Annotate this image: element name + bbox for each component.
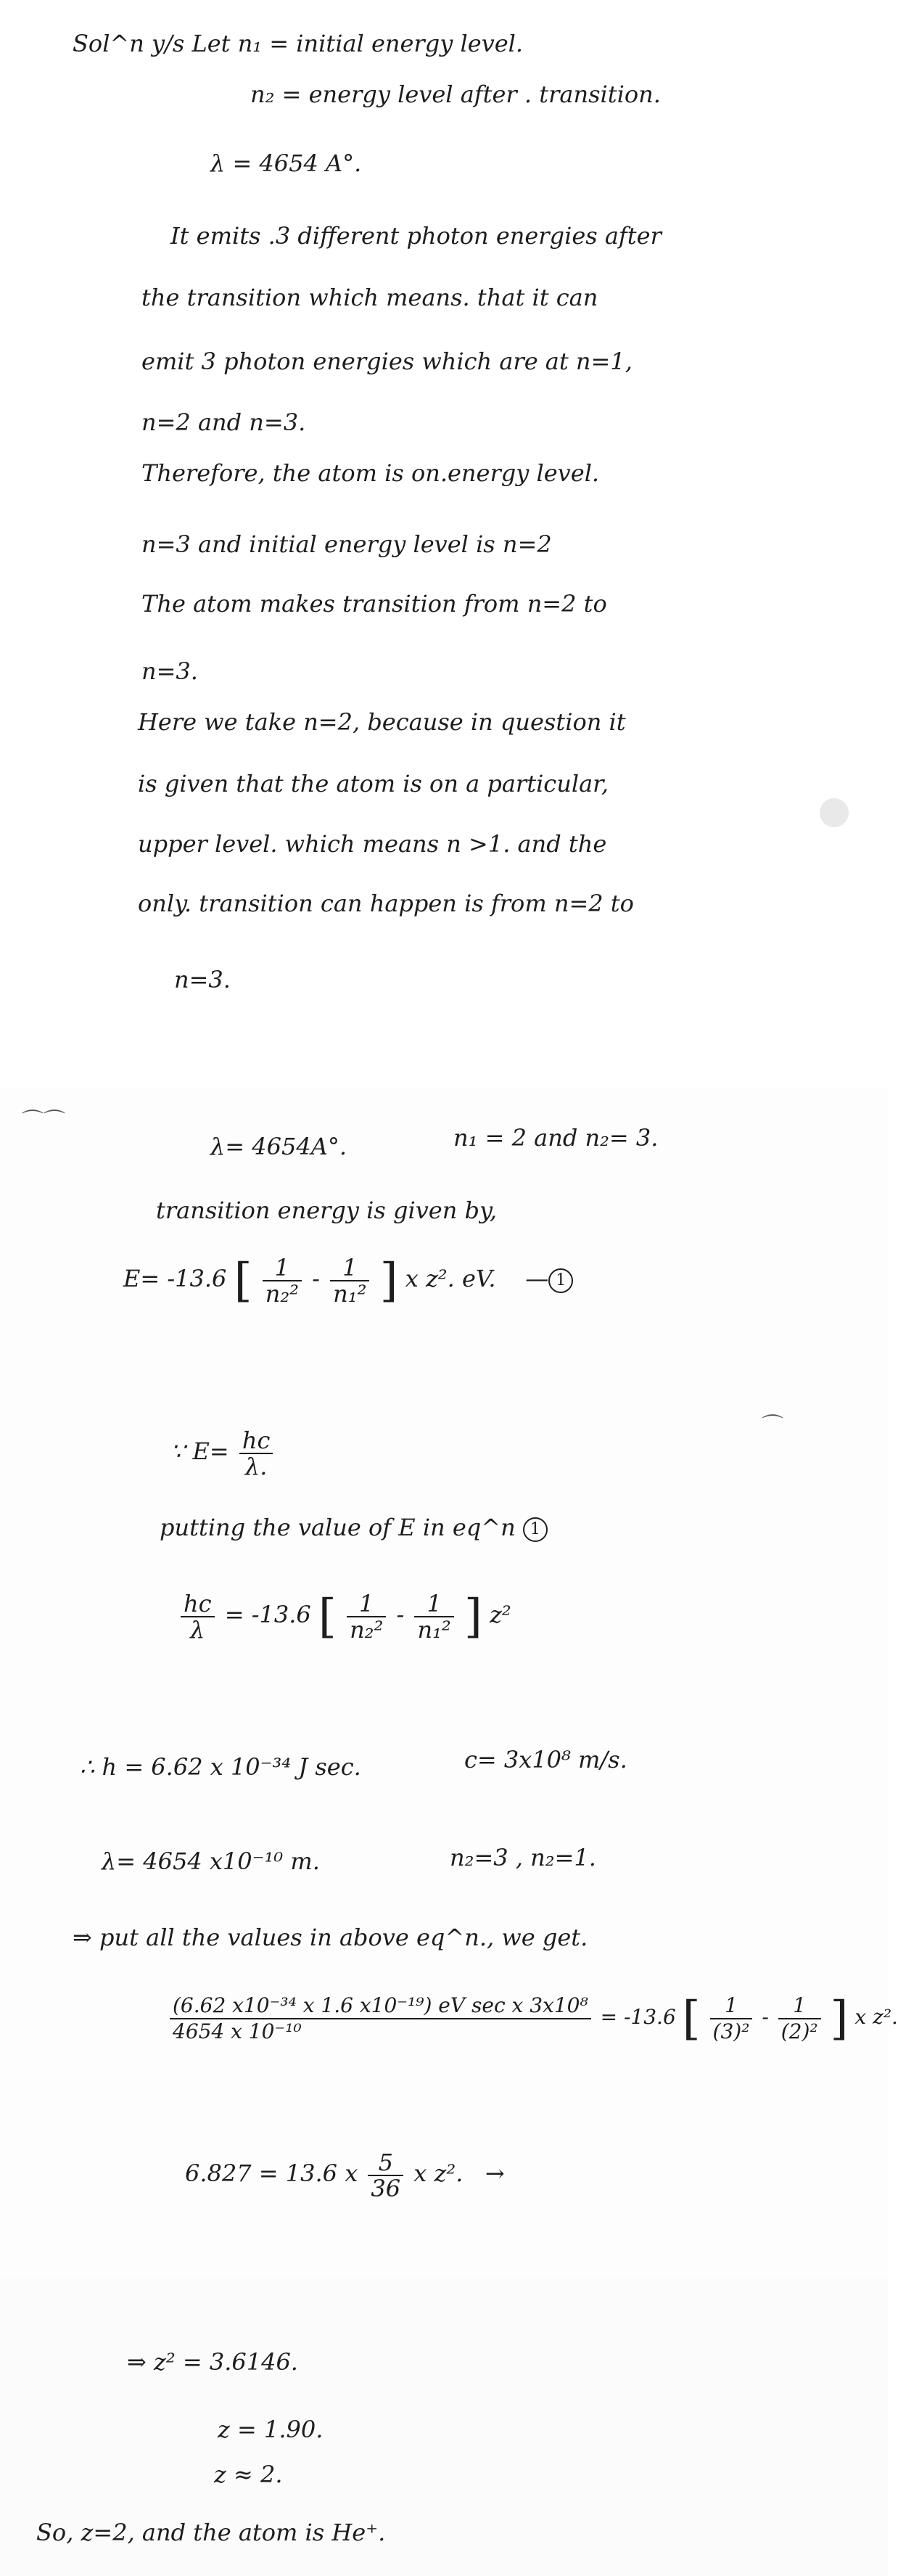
big-fraction: $\frac{\text{(6.62 x10⁻³⁴ x 1.6 x10⁻¹⁹) eV sec x 3x10⁸}}{\text{4654 x 10⁻¹⁰}}$ bbox=[170, 1993, 591, 2044]
z-squared: ⇒ z² = 3.6146. bbox=[127, 2348, 298, 2376]
line-given: is given that the atom is on a particular, bbox=[138, 770, 609, 797]
putting-tag: 1 bbox=[523, 1517, 548, 1542]
eq1-fraction-1: $\frac{1}{\text{n₂²}}$ bbox=[263, 1255, 302, 1306]
line-therefore: Therefore, the atom is on.energy level. bbox=[141, 459, 600, 487]
line-n3-end: n=3. bbox=[174, 966, 231, 993]
since-e-hc: ∵ E= $\frac{hc}{\lambda.}$ bbox=[170, 1422, 276, 1480]
line-atom-makes: The atom makes transition from n=2 to bbox=[141, 590, 607, 618]
eq2-hc-lambda: $\frac{hc}{\lambda}$ bbox=[181, 1591, 215, 1642]
sheet-calculation bbox=[0, 1088, 898, 2278]
z-approx: z ≈ 2. bbox=[214, 2461, 283, 2488]
line-emit-3: emit 3 photon energies which are at n=1, bbox=[141, 348, 633, 375]
line-only-transition: only. transition can happen is from n=2 to bbox=[138, 890, 634, 917]
eq1-dash: — bbox=[525, 1265, 549, 1292]
lambda-value: λ= 4654 x10⁻¹⁰ m. bbox=[102, 1847, 320, 1875]
line-emits: It emits .3 different photon energies after bbox=[170, 222, 662, 250]
putting-value-line: putting the value of E in eq^n 1 bbox=[160, 1513, 548, 1542]
eq1-right-bracket: ] bbox=[379, 1253, 398, 1308]
paper-smudge bbox=[820, 798, 849, 827]
margin-squiggle: ⌒ bbox=[762, 1414, 783, 1439]
given-lambda: λ= 4654A°. bbox=[210, 1133, 347, 1160]
transition-energy-label: transition energy is given by, bbox=[156, 1197, 497, 1224]
line-lambda: λ = 4654 A°. bbox=[210, 149, 362, 177]
right-arrow-icon: → bbox=[485, 2159, 505, 2187]
eq1-left-bracket: [ bbox=[234, 1253, 252, 1308]
n-values: n₂=3 , n₂=1. bbox=[450, 1844, 596, 1871]
line-upper-level: upper level. which means n >1. and the bbox=[138, 830, 607, 858]
z-value: z = 1.90. bbox=[218, 2416, 324, 2443]
final-answer: So, z=2, and the atom is He⁺. bbox=[36, 2519, 386, 2546]
eq1-rhs: x z². eV. bbox=[405, 1265, 496, 1292]
eq1-fraction-2: $\frac{1}{\text{n₁²}}$ bbox=[330, 1255, 369, 1306]
given-n-values: n₁ = 2 and n₂= 3. bbox=[453, 1124, 659, 1152]
cut-off-heading-mark: ⌒⌒ bbox=[22, 1109, 65, 1134]
c-value: c= 3x10⁸ m/s. bbox=[464, 1746, 627, 1773]
line-here-we-take: Here we take n=2, because in question it bbox=[138, 708, 626, 736]
line-n2-n3: n=2 and n=3. bbox=[141, 409, 306, 436]
line-n3: n=3. bbox=[141, 657, 198, 685]
equation-2: $\frac{hc}{\lambda}$ = -13.6 [ $\frac{1}{\text{n₂²}}$ - $\frac{1}{\text{n₁²}}$ ] z² bbox=[178, 1582, 511, 1647]
line-let-n1: Sol^n y/s Let n₁ = initial energy level. bbox=[73, 30, 524, 57]
eq1-lhs: E= -13.6 bbox=[123, 1265, 227, 1292]
line-initial-level: n=3 and initial energy level is n=2 bbox=[141, 530, 552, 558]
result-fraction: $\frac{5}{36}$ bbox=[368, 2150, 403, 2201]
result-line: 6.827 = 13.6 x $\frac{5}{36}$ x z². → bbox=[185, 2148, 505, 2202]
line-n2-def: n₂ = energy level after . transition. bbox=[250, 81, 661, 108]
sheet-conclusion bbox=[0, 2278, 888, 2576]
equation-1: E= -13.6 [ $\frac{1}{\text{n₂²}}$ - $\frac{1}{\text{n₁²}}$ ] x z². eV. — 1 bbox=[123, 1250, 573, 1308]
since-fraction: $\frac{hc}{\lambda.}$ bbox=[239, 1428, 273, 1479]
put-all-values: ⇒ put all the values in above eq^n., we get. bbox=[73, 1924, 588, 1951]
line-transition-means: the transition which means. that it can bbox=[141, 284, 598, 311]
big-equation: $\frac{\text{(6.62 x10⁻³⁴ x 1.6 x10⁻¹⁹) eV sec x 3x10⁸}}{\text{4654 x 10⁻¹⁰}}$ = -13.6 [ $\frac{1}{\text{(3)²}}$ - $\frac{1}{\text{(2)²}}$ ] x z². bbox=[167, 1977, 898, 2057]
h-value: ∴ h = 6.62 x 10⁻³⁴ J sec. bbox=[80, 1753, 361, 1781]
sheet-explanation bbox=[0, 0, 888, 1088]
eq1-tag: 1 bbox=[548, 1268, 573, 1293]
